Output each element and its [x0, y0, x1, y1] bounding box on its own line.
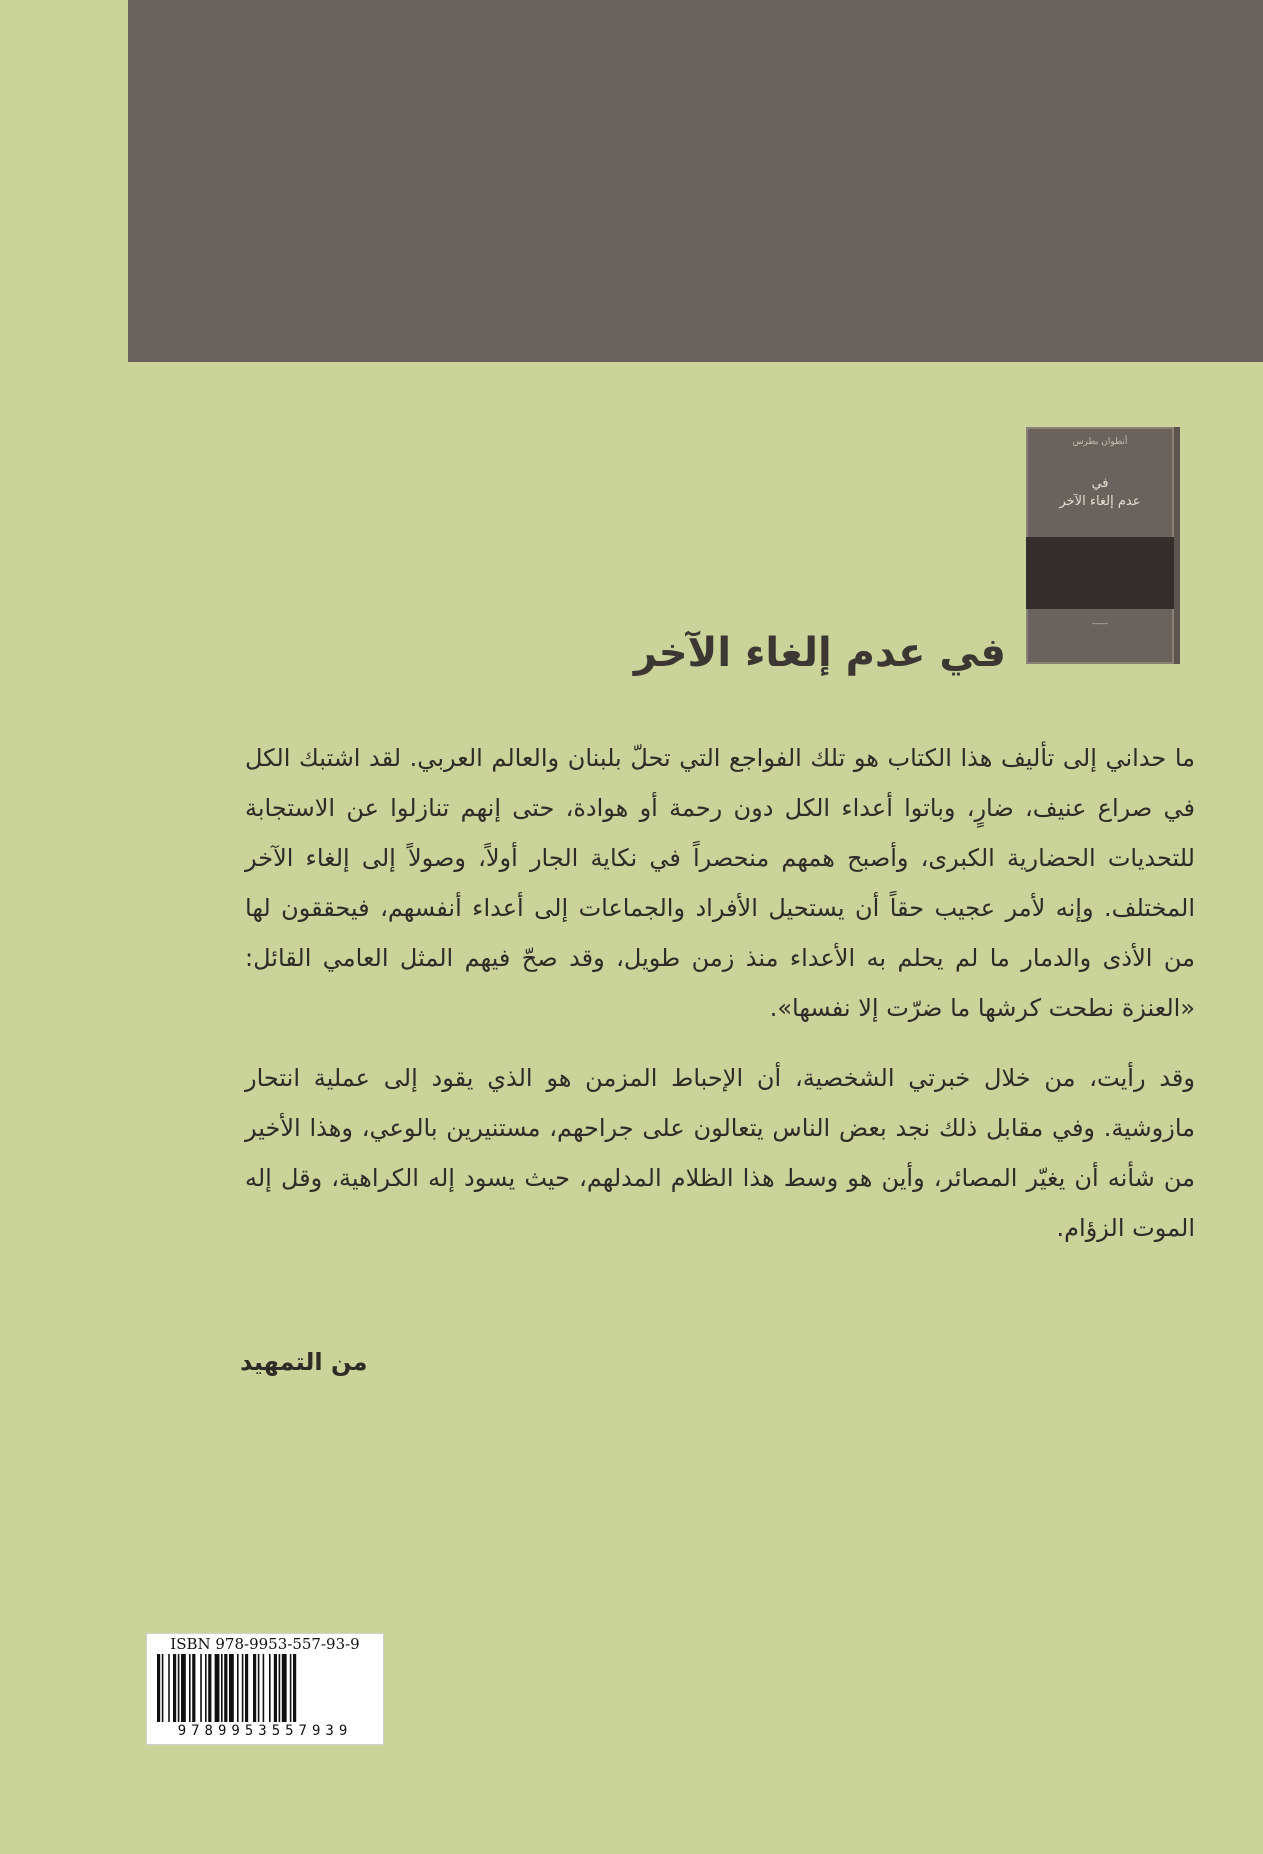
barcode-bar	[215, 1654, 220, 1722]
barcode-bar	[258, 1654, 260, 1722]
barcode-bar	[269, 1654, 271, 1722]
thumbnail-title	[1059, 475, 1140, 511]
barcode-bar	[245, 1654, 248, 1722]
barcode-bar	[208, 1654, 211, 1722]
barcode-bar	[263, 1654, 265, 1722]
thumbnail-dark-panel	[1026, 537, 1174, 609]
barcode-bar	[229, 1654, 234, 1722]
blurb-text	[245, 733, 1195, 1273]
barcode-bar	[192, 1654, 195, 1722]
barcode-bar	[237, 1654, 239, 1722]
cover-thumbnail	[1026, 427, 1174, 664]
barcode-bar	[282, 1654, 287, 1722]
isbn-label: ISBN 978-9953-557-93-9	[170, 1635, 360, 1653]
barcode-bar	[279, 1654, 281, 1722]
thumbnail-publisher: ――	[1092, 619, 1108, 628]
barcode-bar	[290, 1654, 292, 1722]
thumbnail-title-line1: في	[1091, 476, 1109, 491]
blurb-paragraph-1: ما حداني إلى تأليف هذا الكتاب هو تلك الفواجع التي تحلّ بلبنان والعالم العربي. لقد اشتبك الكل في صراع عنيف، ضارٍ، وباتوا أعداء الكل دون رحمة أو هوادة، حتى إنهم تنازلوا عن الاستجابة للتحديات الحضارية الكبرى، وأصبح همهم منحصراً في نكاية الجار أولاً، وصولاً إلى إلغاء الآخر المختلف. وإنه لأمر عجيب حقاً أن يستحيل الأفراد والجماعات إلى أعداء أنفسهم، فيحققون لها من الأذى والدمار ما لم يحلم به الأعداء منذ زمن طويل، وقد صحّ فيهم المثل العامي القائل: «العنزة نطحت كرشها ما ضرّت إلا نفسها».	[245, 744, 1195, 1022]
barcode-bar	[178, 1654, 180, 1722]
barcode-bar	[205, 1654, 207, 1722]
barcode-bar	[274, 1654, 277, 1722]
isbn-barcode	[146, 1633, 384, 1745]
source-attribution: من التمهيد	[240, 1348, 368, 1376]
barcode-digits: 9789953557939	[177, 1723, 353, 1739]
barcode-bar	[221, 1654, 223, 1722]
barcode-bar	[242, 1654, 244, 1722]
barcode-bar	[168, 1654, 170, 1722]
thumbnail-author: أنطوان بطرس	[1072, 437, 1128, 447]
book-title: في عدم إلغاء الآخر	[633, 630, 1006, 676]
barcode-bars	[157, 1654, 373, 1722]
barcode-bar	[253, 1654, 256, 1722]
thumbnail-title-line2: عدم إلغاء الآخر	[1059, 494, 1141, 509]
barcode-bar	[157, 1654, 160, 1722]
barcode-bar	[200, 1654, 202, 1722]
top-color-band	[128, 0, 1263, 362]
blurb-paragraph-2: وقد رأيت، من خلال خبرتي الشخصية، أن الإحباط المزمن هو الذي يقود إلى عملية انتحار مازوشية. وفي مقابل ذلك نجد بعض الناس يتعالون على جراحهم، مستنيرين بالوعي، وهذا الأخير من شأنه أن يغيّر المصائر، وأين هو وسط هذا الظلام المدلهم، حيث يسود إله الكراهية، وقل إله الموت الزؤام.	[245, 1064, 1195, 1242]
barcode-bar	[224, 1654, 227, 1722]
barcode-bar	[173, 1654, 176, 1722]
barcode-bar	[293, 1654, 296, 1722]
barcode-bar	[189, 1654, 191, 1722]
barcode-bar	[181, 1654, 186, 1722]
barcode-bar	[162, 1654, 164, 1722]
